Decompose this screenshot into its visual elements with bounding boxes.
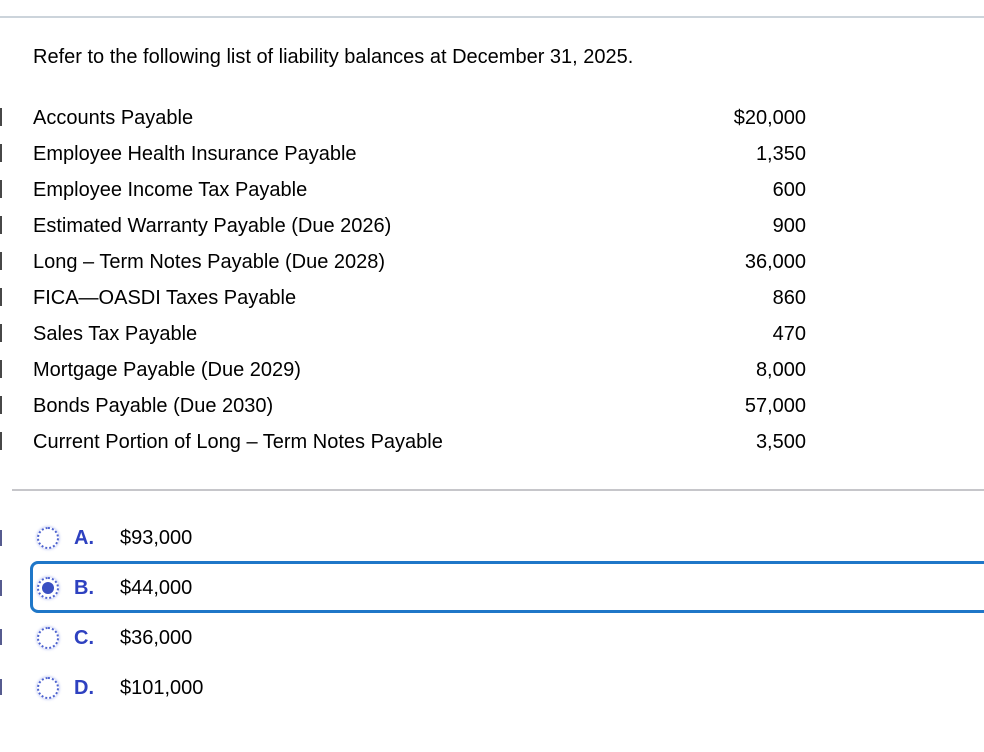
option-letter: D. bbox=[74, 676, 94, 699]
cropped-text-artifact bbox=[0, 324, 2, 342]
answer-option-c[interactable] bbox=[0, 613, 984, 663]
cropped-text-artifact bbox=[0, 144, 2, 162]
liability-amount: 8,000 bbox=[755, 358, 806, 381]
liability-label: Estimated Warranty Payable (Due 2026) bbox=[33, 214, 392, 237]
cropped-text-artifact bbox=[0, 108, 2, 126]
liability-amount: 1,350 bbox=[755, 142, 806, 165]
liability-amount: 36,000 bbox=[744, 250, 806, 273]
question-prompt: Refer to the following list of liability balances at December 31, 2025. bbox=[33, 46, 634, 68]
table-row bbox=[33, 244, 806, 280]
radio-button-icon[interactable] bbox=[37, 527, 59, 549]
liability-label: FICA—OASDI Taxes Payable bbox=[33, 286, 297, 309]
radio-button-icon[interactable] bbox=[37, 627, 59, 649]
cropped-text-artifact bbox=[0, 396, 2, 414]
answer-option-d[interactable] bbox=[0, 663, 984, 713]
liability-label: Mortgage Payable (Due 2029) bbox=[33, 358, 301, 381]
liability-label: Accounts Payable bbox=[33, 106, 194, 129]
answer-option-a[interactable] bbox=[0, 513, 984, 563]
liability-table bbox=[33, 100, 806, 460]
liability-label: Bonds Payable (Due 2030) bbox=[33, 394, 274, 417]
cropped-text-artifact bbox=[0, 288, 2, 306]
option-letter: C. bbox=[74, 626, 94, 649]
liability-label: Employee Health Insurance Payable bbox=[33, 142, 357, 165]
option-value: $36,000 bbox=[120, 626, 193, 649]
section-divider bbox=[12, 489, 984, 491]
top-border-line bbox=[0, 16, 984, 18]
cropped-text-artifact bbox=[0, 252, 2, 270]
liability-label: Long – Term Notes Payable (Due 2028) bbox=[33, 250, 386, 273]
radio-button-selected-icon[interactable] bbox=[37, 577, 59, 599]
liability-amount: $20,000 bbox=[733, 106, 806, 129]
option-value: $44,000 bbox=[120, 576, 193, 599]
table-row bbox=[33, 316, 806, 352]
table-row bbox=[33, 136, 806, 172]
answer-options bbox=[0, 513, 984, 713]
liability-label: Current Portion of Long – Term Notes Payable bbox=[33, 430, 443, 453]
liability-amount: 600 bbox=[772, 178, 806, 201]
table-row bbox=[33, 388, 806, 424]
table-row bbox=[33, 172, 806, 208]
radio-button-icon[interactable] bbox=[37, 677, 59, 699]
liability-amount: 57,000 bbox=[744, 394, 806, 417]
liability-amount: 3,500 bbox=[755, 430, 806, 453]
option-letter: B. bbox=[74, 576, 94, 599]
option-value: $93,000 bbox=[120, 526, 193, 549]
table-row bbox=[33, 280, 806, 316]
liability-label: Employee Income Tax Payable bbox=[33, 178, 308, 201]
liability-amount: 900 bbox=[772, 214, 806, 237]
liability-amount: 860 bbox=[772, 286, 806, 309]
liability-label: Sales Tax Payable bbox=[33, 322, 198, 345]
liability-amount: 470 bbox=[772, 322, 806, 345]
cropped-text-artifact bbox=[0, 216, 2, 234]
option-letter: A. bbox=[74, 526, 94, 549]
table-row bbox=[33, 208, 806, 244]
option-value: $101,000 bbox=[120, 676, 204, 699]
cropped-text-artifact bbox=[0, 360, 2, 378]
table-row bbox=[33, 424, 806, 460]
table-row bbox=[33, 100, 806, 136]
table-row bbox=[33, 352, 806, 388]
cropped-text-artifact bbox=[0, 180, 2, 198]
cropped-text-artifact bbox=[0, 432, 2, 450]
answer-option-b[interactable] bbox=[0, 563, 984, 613]
